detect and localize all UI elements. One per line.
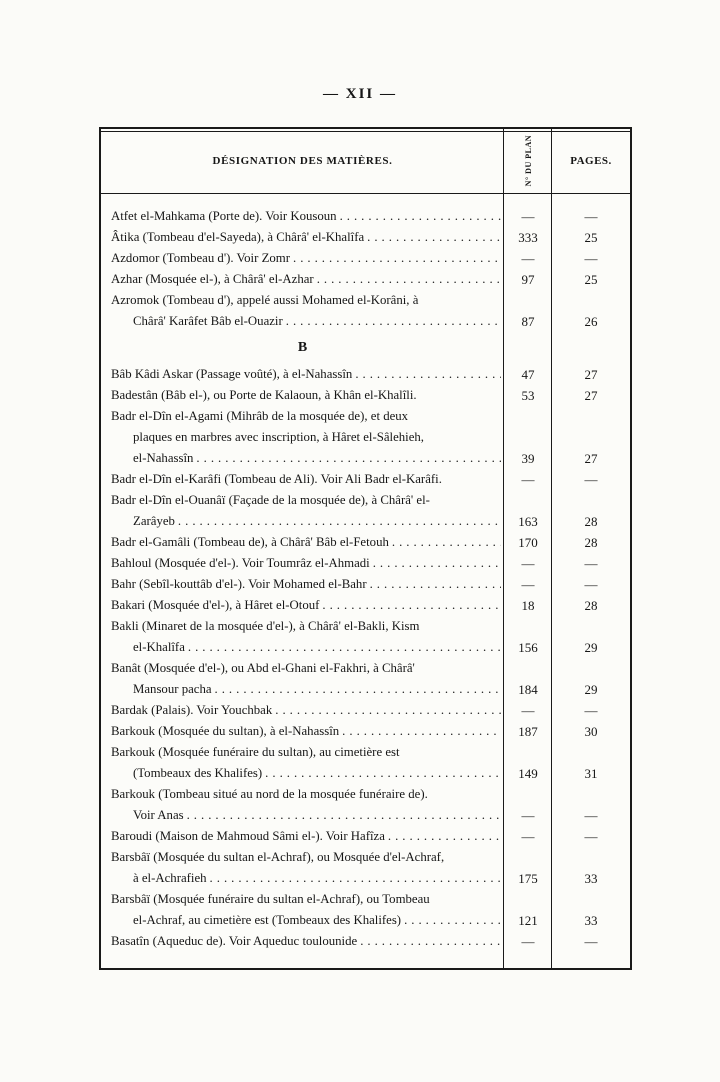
page-number-value: — bbox=[584, 829, 598, 844]
page-number-value: 28 bbox=[584, 514, 598, 529]
entry-text bbox=[101, 784, 504, 826]
pages-cell bbox=[552, 658, 630, 700]
entry-text bbox=[101, 364, 504, 385]
page-number-value: 27 bbox=[584, 367, 598, 382]
dot-leader bbox=[196, 448, 501, 469]
entry-text bbox=[101, 406, 504, 469]
plan-number: 39 bbox=[521, 451, 535, 466]
page-number-value: 25 bbox=[584, 230, 598, 245]
pages-cell bbox=[552, 595, 630, 616]
pages-cell bbox=[552, 406, 630, 469]
dot-leader bbox=[388, 826, 501, 847]
plan-number: — bbox=[521, 829, 535, 844]
page-number-value: — bbox=[584, 934, 598, 949]
plan-cell bbox=[504, 490, 552, 532]
filler-row bbox=[101, 952, 630, 968]
plan-number: 121 bbox=[518, 913, 538, 928]
plan-number: 175 bbox=[518, 871, 538, 886]
plan-cell bbox=[504, 889, 552, 931]
entry-line-text: Badr el-Gamâli (Tombeau de), à Chârâ' Bâb el-Fetouh bbox=[111, 535, 389, 549]
plan-cell bbox=[504, 364, 552, 385]
entry-line bbox=[111, 490, 501, 511]
pages-cell bbox=[552, 721, 630, 742]
entry-line-text: Basatîn (Aqueduc de). Voir Aqueduc toulounide bbox=[111, 934, 358, 948]
entry-line-text: Voir Anas bbox=[133, 808, 184, 822]
entry-line-text: Âtika (Tombeau d'el-Sayeda), à Chârâ' el-Khalîfa bbox=[111, 230, 365, 244]
dot-leader bbox=[286, 311, 501, 332]
table-row bbox=[101, 532, 630, 553]
table-row bbox=[101, 406, 630, 469]
pages-cell bbox=[552, 553, 630, 574]
entry-line-text: el-Achraf, au cimetière est (Tombeaux des Khalifes) bbox=[133, 913, 402, 927]
entry-line bbox=[111, 385, 501, 406]
entry-text bbox=[101, 269, 504, 290]
plan-cell bbox=[504, 385, 552, 406]
entry-line-text: Badr el-Dîn el-Karâfi (Tombeau de Ali). Voir Ali Badr el-Karâfi. bbox=[111, 472, 442, 486]
entry-text bbox=[101, 385, 504, 406]
plan-number: 87 bbox=[521, 314, 535, 329]
plan-cell bbox=[504, 290, 552, 332]
entry-line-text: Azdomor (Tombeau d'). Voir Zomr bbox=[111, 251, 290, 265]
entry-line bbox=[111, 700, 501, 721]
dot-leader bbox=[340, 206, 501, 227]
entry-text bbox=[101, 290, 504, 332]
plan-number: — bbox=[521, 577, 535, 592]
column-header-designation: DÉSIGNATION DES MATIÈRES. bbox=[212, 155, 393, 167]
table-row bbox=[101, 469, 630, 490]
plan-number: — bbox=[521, 209, 535, 224]
pages-cell bbox=[552, 227, 630, 248]
plan-cell bbox=[504, 206, 552, 227]
entry-line bbox=[111, 290, 501, 311]
entry-line bbox=[111, 448, 501, 469]
plan-cell bbox=[504, 700, 552, 721]
plan-cell bbox=[504, 332, 552, 364]
column-header-pages: PAGES. bbox=[570, 155, 612, 167]
entry-line-text: à el-Achrafieh bbox=[133, 871, 207, 885]
pages-cell bbox=[552, 616, 630, 658]
entry-line bbox=[111, 847, 501, 868]
entry-line-text: Bardak (Palais). Voir Youchbak bbox=[111, 703, 273, 717]
page-number-value: 33 bbox=[584, 871, 598, 886]
plan-number: — bbox=[521, 251, 535, 266]
plan-cell bbox=[504, 269, 552, 290]
entry-line-text: Bakari (Mosquée d'el-), à Hâret el-Otouf bbox=[111, 598, 320, 612]
pages-cell bbox=[552, 332, 630, 364]
entry-line-text: Banât (Mosquée d'el-), ou Abd el-Ghani el-Fakhri, à Chârâ' bbox=[111, 661, 415, 675]
table-row bbox=[101, 364, 630, 385]
entry-text bbox=[101, 721, 504, 742]
pages-cell bbox=[552, 206, 630, 227]
table-row bbox=[101, 616, 630, 658]
dot-leader bbox=[370, 574, 501, 595]
entry-text bbox=[101, 227, 504, 248]
plan-header-vertical-label: N° DU PLAN bbox=[523, 135, 533, 187]
page-number-value: 28 bbox=[584, 535, 598, 550]
entry-line bbox=[111, 269, 501, 290]
plan-cell bbox=[504, 826, 552, 847]
page-number-value: 31 bbox=[584, 766, 598, 781]
entry-line bbox=[111, 742, 501, 763]
dot-leader bbox=[355, 364, 501, 385]
page-number-value: — bbox=[584, 556, 598, 571]
plan-cell bbox=[504, 532, 552, 553]
entry-line-text: Barsbâï (Mosquée funéraire du sultan el-Achraf), ou Tombeau bbox=[111, 892, 430, 906]
pages-cell bbox=[552, 469, 630, 490]
entry-line-text: Azhar (Mosquée el-), à Chârâ' el-Azhar bbox=[111, 272, 314, 286]
table-row bbox=[101, 847, 630, 889]
dot-leader bbox=[360, 931, 501, 952]
pages-cell bbox=[552, 826, 630, 847]
pages-cell bbox=[552, 742, 630, 784]
dot-leader bbox=[188, 637, 501, 658]
pages-cell bbox=[552, 385, 630, 406]
table-row bbox=[101, 553, 630, 574]
section-heading bbox=[101, 332, 504, 364]
entry-line-text: plaques en marbres avec inscription, à Hâret el-Sâlehieh, bbox=[133, 430, 425, 444]
entry-line bbox=[111, 637, 501, 658]
plan-cell bbox=[504, 227, 552, 248]
page-number-header: — XII — bbox=[322, 86, 397, 102]
dot-leader bbox=[210, 868, 501, 889]
entry-line bbox=[111, 311, 501, 332]
dot-leader bbox=[373, 553, 501, 574]
entry-text bbox=[101, 206, 504, 227]
table-row bbox=[101, 269, 630, 290]
entry-line-text: (Tombeaux des Khalifes) bbox=[133, 766, 263, 780]
plan-number: 170 bbox=[518, 535, 538, 550]
entry-line bbox=[111, 227, 501, 248]
entry-line-text: el-Nahassîn bbox=[133, 451, 194, 465]
pages-cell bbox=[552, 290, 630, 332]
entry-line-text: el-Khalîfa bbox=[133, 640, 185, 654]
entry-line bbox=[111, 469, 501, 490]
entry-line bbox=[111, 658, 501, 679]
table-row bbox=[101, 595, 630, 616]
page-number-value: — bbox=[584, 577, 598, 592]
page-number-value: — bbox=[584, 251, 598, 266]
plan-number: — bbox=[521, 556, 535, 571]
entry-text bbox=[101, 931, 504, 952]
table-row bbox=[101, 206, 630, 227]
entry-line bbox=[111, 595, 501, 616]
dot-leader bbox=[404, 910, 501, 931]
entry-text bbox=[101, 826, 504, 847]
entry-line-text: Chârâ' Karâfet Bâb el-Ouazir bbox=[133, 314, 283, 328]
entry-line bbox=[111, 868, 501, 889]
plan-number: 97 bbox=[521, 272, 535, 287]
entry-line bbox=[111, 679, 501, 700]
table-header-row bbox=[101, 129, 630, 193]
entry-text bbox=[101, 616, 504, 658]
plan-cell bbox=[504, 742, 552, 784]
pages-cell bbox=[552, 248, 630, 269]
table-row bbox=[101, 248, 630, 269]
plan-cell bbox=[504, 406, 552, 469]
page-number-value: — bbox=[584, 808, 598, 823]
entry-text bbox=[101, 700, 504, 721]
dot-leader bbox=[293, 248, 501, 269]
page-number-value: 25 bbox=[584, 272, 598, 287]
entry-text bbox=[101, 742, 504, 784]
table-row bbox=[101, 826, 630, 847]
entry-line bbox=[111, 532, 501, 553]
page-number-value: 26 bbox=[584, 314, 598, 329]
plan-cell bbox=[504, 721, 552, 742]
entry-line bbox=[111, 889, 501, 910]
dot-leader bbox=[392, 532, 501, 553]
table-row bbox=[101, 721, 630, 742]
entry-line bbox=[111, 616, 501, 637]
entry-line-text: Bahloul (Mosquée d'el-). Voir Toumrâz el-Ahmadi bbox=[111, 556, 370, 570]
entry-line bbox=[111, 248, 501, 269]
table-row bbox=[101, 385, 630, 406]
entry-line-text: Mansour pacha bbox=[133, 682, 212, 696]
plan-number: 149 bbox=[518, 766, 538, 781]
entry-line bbox=[111, 511, 501, 532]
dot-leader bbox=[342, 721, 501, 742]
dot-leader bbox=[322, 595, 501, 616]
entry-line bbox=[111, 206, 501, 227]
dot-leader bbox=[178, 511, 501, 532]
entry-line bbox=[111, 553, 501, 574]
table-row bbox=[101, 784, 630, 826]
page-number-value: 27 bbox=[584, 451, 598, 466]
page-number-value: 33 bbox=[584, 913, 598, 928]
plan-cell bbox=[504, 574, 552, 595]
dot-leader bbox=[367, 227, 501, 248]
table-row bbox=[101, 490, 630, 532]
entry-line-text: Azromok (Tombeau d'), appelé aussi Mohamed el-Korâni, à bbox=[111, 293, 419, 307]
entry-text bbox=[101, 248, 504, 269]
plan-cell bbox=[504, 931, 552, 952]
entry-text bbox=[101, 490, 504, 532]
pages-cell bbox=[552, 364, 630, 385]
plan-number: 156 bbox=[518, 640, 538, 655]
plan-number: 47 bbox=[521, 367, 535, 382]
plan-number: — bbox=[521, 808, 535, 823]
entry-line bbox=[111, 805, 501, 826]
entry-line bbox=[111, 784, 501, 805]
plan-number: — bbox=[521, 703, 535, 718]
entry-text bbox=[101, 532, 504, 553]
plan-number: 187 bbox=[518, 724, 538, 739]
plan-cell bbox=[504, 784, 552, 826]
table-row bbox=[101, 889, 630, 931]
entry-text bbox=[101, 847, 504, 889]
dot-leader bbox=[317, 269, 501, 290]
page-number-value: — bbox=[584, 209, 598, 224]
pages-cell bbox=[552, 490, 630, 532]
plan-number: — bbox=[521, 472, 535, 487]
pages-cell bbox=[552, 574, 630, 595]
pages-cell bbox=[552, 889, 630, 931]
entry-line-text: Bâb Kâdi Askar (Passage voûté), à el-Nahassîn bbox=[111, 367, 353, 381]
page-number-value: — bbox=[584, 703, 598, 718]
pages-cell bbox=[552, 700, 630, 721]
page-number-value: 27 bbox=[584, 388, 598, 403]
page-number-value: 29 bbox=[584, 682, 598, 697]
entry-line-text: Baroudi (Maison de Mahmoud Sâmi el-). Voir Hafîza bbox=[111, 829, 385, 843]
plan-cell bbox=[504, 595, 552, 616]
entry-line-text: Zarâyeb bbox=[133, 514, 175, 528]
plan-cell bbox=[504, 248, 552, 269]
page-number-value: 30 bbox=[584, 724, 598, 739]
page-number-value: — bbox=[584, 472, 598, 487]
page-number-value: 28 bbox=[584, 598, 598, 613]
plan-cell bbox=[504, 616, 552, 658]
plan-cell bbox=[504, 658, 552, 700]
table-row bbox=[101, 227, 630, 248]
table-row bbox=[101, 931, 630, 952]
entry-line-text: Badestân (Bâb el-), ou Porte de Kalaoun, à Khân el-Khalîli. bbox=[111, 388, 417, 402]
table-row bbox=[101, 700, 630, 721]
entry-line-text: Barkouk (Mosquée funéraire du sultan), au cimetière est bbox=[111, 745, 400, 759]
dot-leader bbox=[275, 700, 501, 721]
pages-cell bbox=[552, 784, 630, 826]
plan-number: 184 bbox=[518, 682, 538, 697]
entry-line-text: Bakli (Minaret de la mosquée d'el-), à Chârâ' el-Bakli, Kism bbox=[111, 619, 420, 633]
plan-number: 333 bbox=[518, 230, 538, 245]
pages-cell bbox=[552, 931, 630, 952]
column-header-plan bbox=[504, 129, 552, 193]
plan-number: 53 bbox=[521, 388, 535, 403]
entry-text bbox=[101, 658, 504, 700]
dot-leader bbox=[187, 805, 501, 826]
dot-leader bbox=[265, 763, 501, 784]
entry-text bbox=[101, 553, 504, 574]
entry-line bbox=[111, 763, 501, 784]
page-number-value: 29 bbox=[584, 640, 598, 655]
entry-line bbox=[111, 931, 501, 952]
entry-line-text: Barkouk (Tombeau situé au nord de la mosquée funéraire de). bbox=[111, 787, 428, 801]
entry-line bbox=[111, 721, 501, 742]
plan-number: 163 bbox=[518, 514, 538, 529]
section-letter: B bbox=[297, 340, 308, 355]
entry-line bbox=[111, 910, 501, 931]
plan-number: — bbox=[521, 934, 535, 949]
pages-cell bbox=[552, 847, 630, 889]
table-row bbox=[101, 658, 630, 700]
entry-line-text: Barsbâï (Mosquée du sultan el-Achraf), ou Mosquée d'el-Achraf, bbox=[111, 850, 445, 864]
table-row bbox=[101, 742, 630, 784]
entry-text bbox=[101, 469, 504, 490]
entry-text bbox=[101, 574, 504, 595]
entry-text bbox=[101, 595, 504, 616]
entry-line bbox=[111, 406, 501, 427]
entry-line-text: Badr el-Dîn el-Agami (Mihrâb de la mosquée de), et deux bbox=[111, 409, 409, 423]
entry-line bbox=[111, 574, 501, 595]
plan-cell bbox=[504, 847, 552, 889]
entry-line bbox=[111, 427, 501, 448]
entry-line-text: Bahr (Sebîl-kouttâb d'el-). Voir Mohamed el-Bahr bbox=[111, 577, 367, 591]
plan-number: 18 bbox=[521, 598, 535, 613]
entry-line bbox=[111, 364, 501, 385]
dot-leader bbox=[215, 679, 501, 700]
index-table bbox=[99, 127, 632, 970]
section-heading-row bbox=[101, 332, 630, 364]
table-body bbox=[101, 194, 630, 968]
entry-line-text: Barkouk (Mosquée du sultan), à el-Nahassîn bbox=[111, 724, 340, 738]
pages-cell bbox=[552, 532, 630, 553]
plan-cell bbox=[504, 469, 552, 490]
table-row bbox=[101, 574, 630, 595]
entry-line-text: Atfet el-Mahkama (Porte de). Voir Kousoun bbox=[111, 209, 337, 223]
entry-line bbox=[111, 826, 501, 847]
table-row bbox=[101, 290, 630, 332]
pages-cell bbox=[552, 269, 630, 290]
entry-text bbox=[101, 889, 504, 931]
plan-cell bbox=[504, 553, 552, 574]
entry-line-text: Badr el-Dîn el-Ouanâï (Façade de la mosquée de), à Chârâ' el- bbox=[111, 493, 430, 507]
